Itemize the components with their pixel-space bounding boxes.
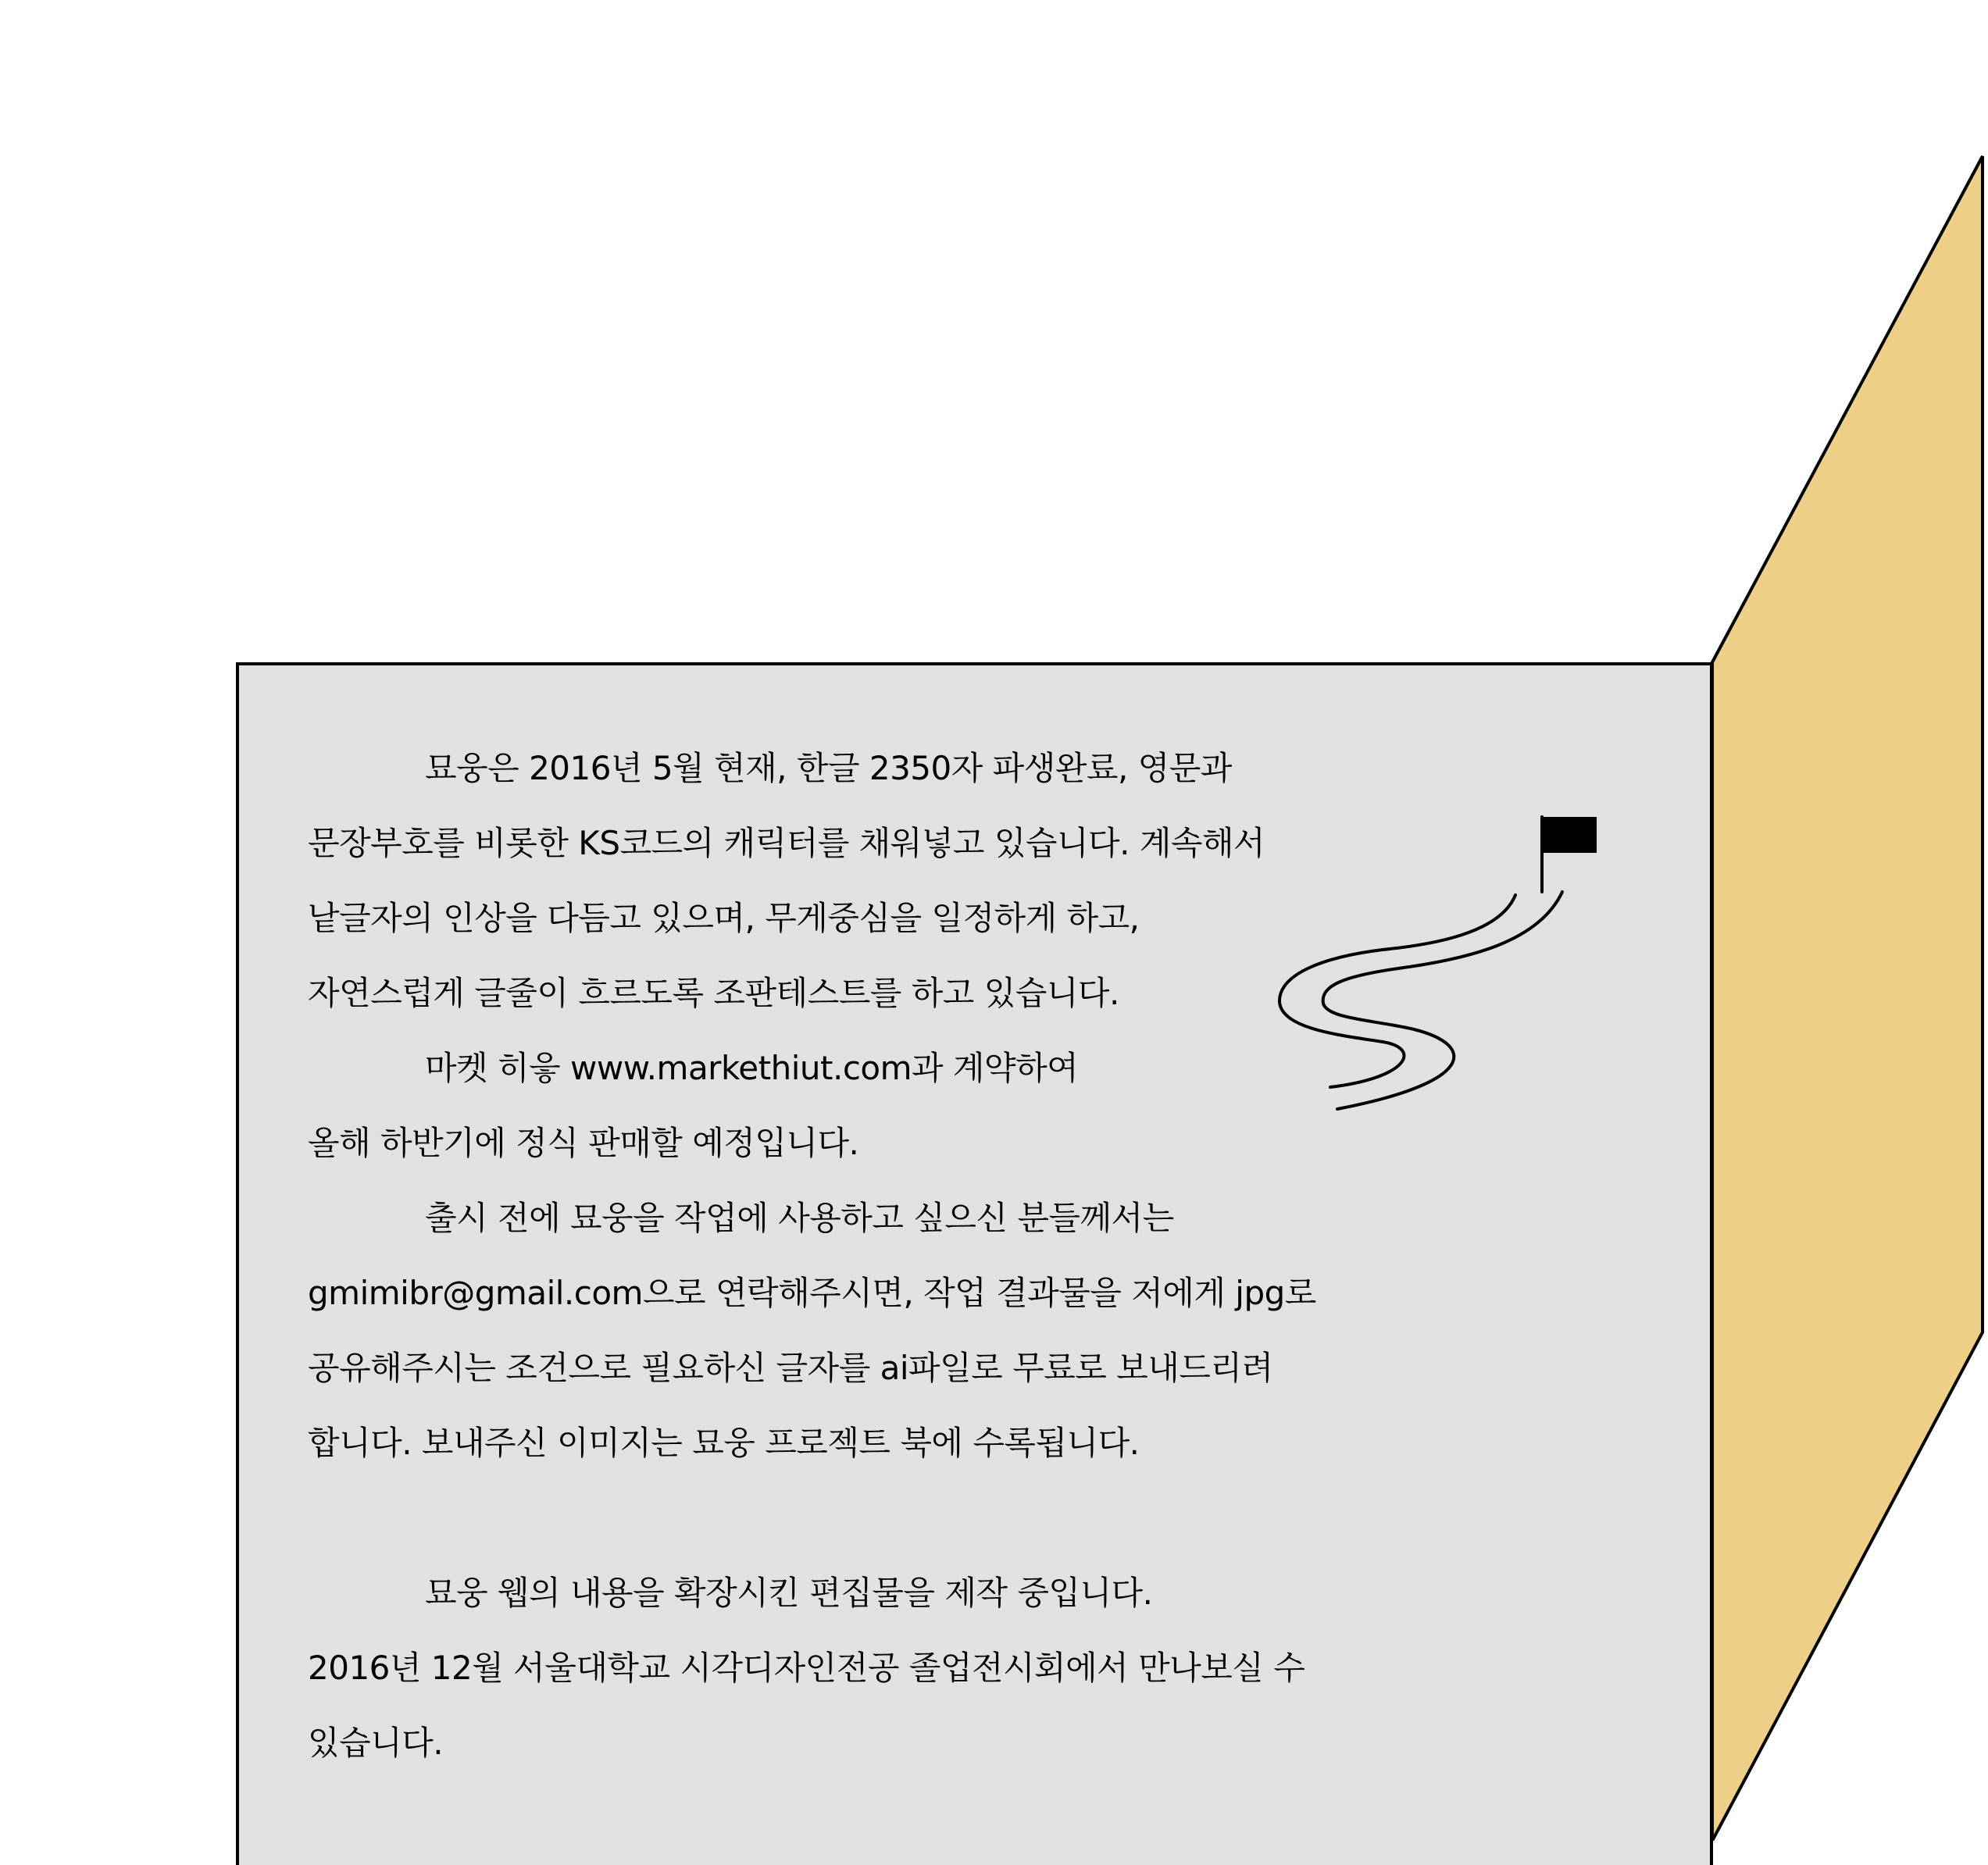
- paragraph-spacer: [308, 1481, 1386, 1556]
- road-outer-edge-icon: [1280, 895, 1515, 1087]
- p3-line-2: gmimibr@gmail.com으로 연락해주시면, 작업 결과물을 저에게 jpg로: [308, 1274, 1316, 1312]
- p4-line-2: 2016년 12월 서울대학교 시각디자인전공 졸업전시회에서 만나보실 수: [308, 1649, 1305, 1687]
- p1-line-4: 자연스럽게 글줄이 흐르도록 조판테스트를 하고 있습니다.: [308, 974, 1119, 1012]
- road-inner-edge-icon: [1323, 892, 1562, 1109]
- p1-line-2: 문장부호를 비롯한 KS코드의 캐릭터를 채워넣고 있습니다. 계속해서: [308, 824, 1265, 862]
- p2-line-2: 올해 하반기에 정식 판매할 예정입니다.: [308, 1124, 859, 1162]
- flag-icon: [1542, 817, 1597, 853]
- p4-line-3: 있습니다.: [308, 1724, 444, 1762]
- road-with-flag-icon: [1265, 804, 1609, 1117]
- side-panel-shape: [1712, 156, 1983, 1841]
- p1-line-3: 낱글자의 인상을 다듬고 있으며, 무게중심을 일정하게 하고,: [308, 899, 1140, 937]
- p1-line-1: 묘웅은 2016년 5월 현재, 한글 2350자 파생완료, 영문과: [425, 749, 1232, 787]
- p3-line-4: 합니다. 보내주신 이미지는 묘웅 프로젝트 북에 수록됩니다.: [308, 1424, 1140, 1462]
- p4-line-1: 묘웅 웹의 내용을 확장시킨 편집물을 제작 중입니다.: [425, 1574, 1153, 1612]
- p3-line-1: 출시 전에 묘웅을 작업에 사용하고 싶으신 분들께서는: [425, 1199, 1174, 1237]
- p3-line-3: 공유해주시는 조건으로 필요하신 글자를 ai파일로 무료로 보내드리려: [308, 1349, 1273, 1387]
- p2-line-1: 마켓 히읗 www.markethiut.com과 계약하여: [425, 1049, 1079, 1087]
- text-block: [308, 731, 1386, 1781]
